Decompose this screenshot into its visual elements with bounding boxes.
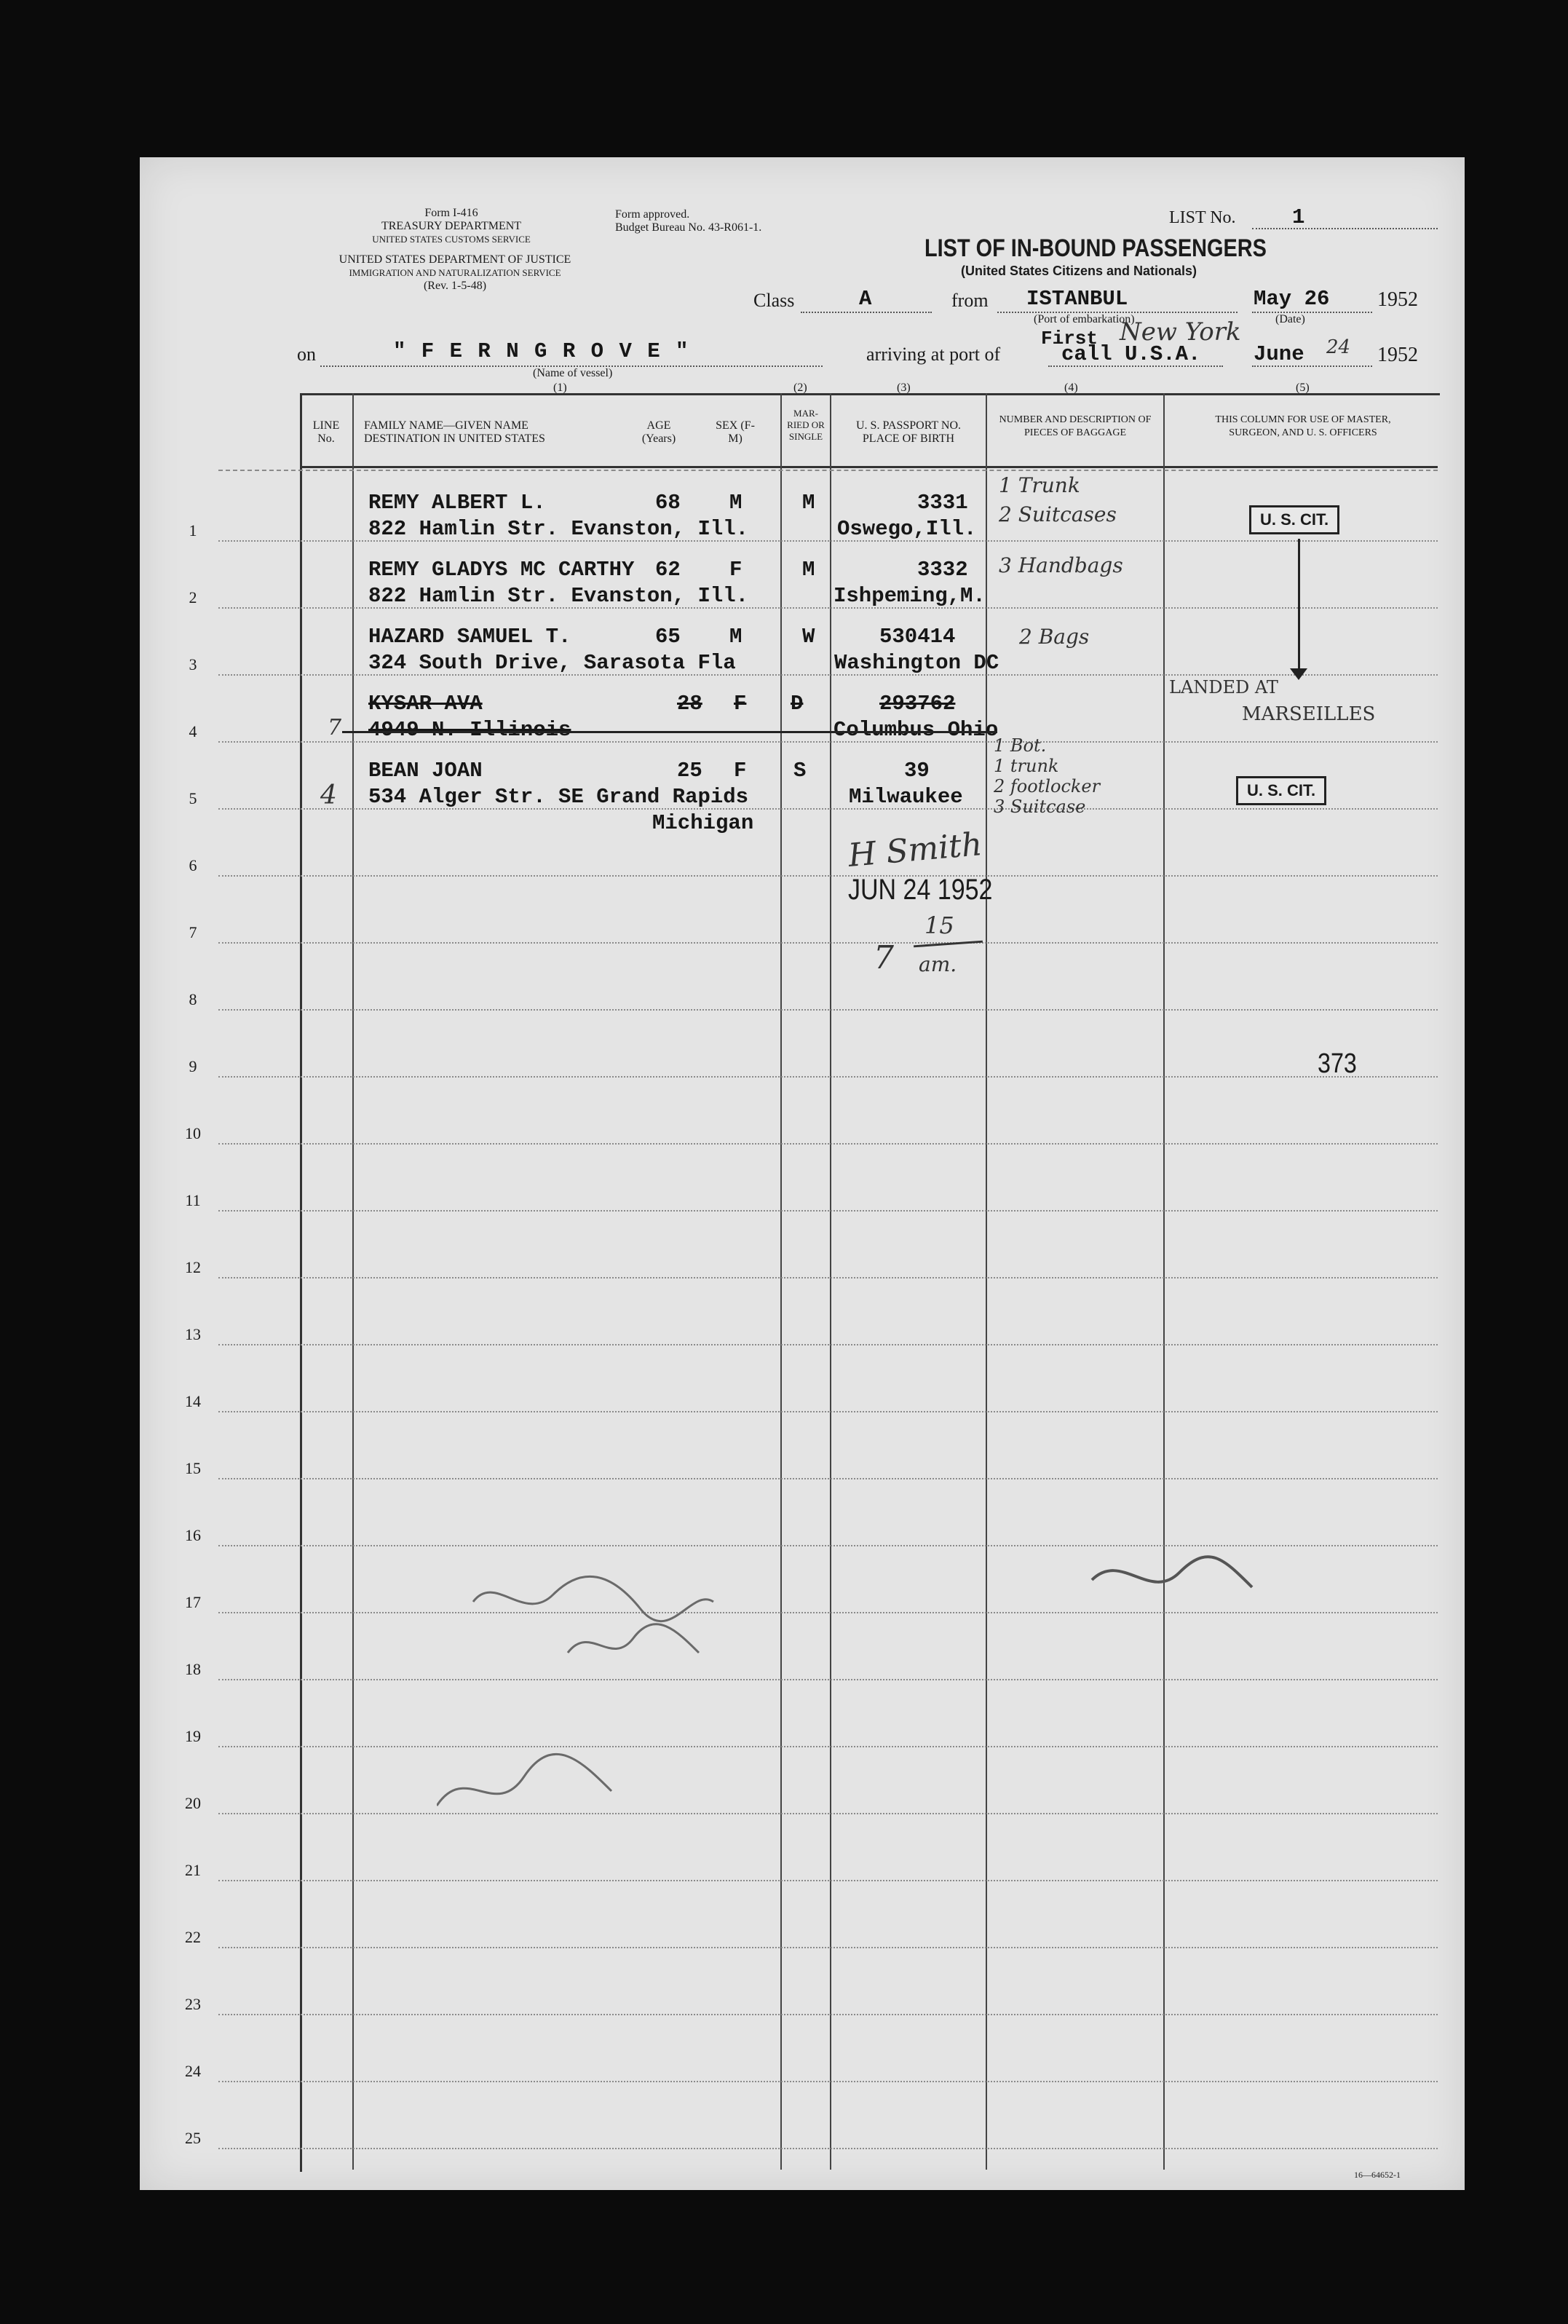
header-married: MAR-RIED OR SINGLE xyxy=(787,408,825,442)
line-number: 13 xyxy=(185,1325,201,1343)
header-line-no: LINE No. xyxy=(312,419,340,445)
header-officers: THIS COLUMN FOR USE OF MASTER, SURGEON, AND U. S. OFFICERS xyxy=(1215,414,1391,438)
line-number: 3 xyxy=(189,655,197,673)
passenger-address: 4949 N. Illinois xyxy=(368,718,571,742)
connector-line xyxy=(1298,539,1300,673)
justice-dept: UNITED STATES DEPARTMENT OF JUSTICE xyxy=(338,253,571,266)
vessel-name: " F E R N G R O V E " xyxy=(393,339,690,363)
revision-date: (Rev. 1-5-48) xyxy=(423,280,487,292)
class-value: A xyxy=(859,287,872,311)
strike-line xyxy=(342,731,997,733)
row-rule xyxy=(218,470,1438,471)
row-rule xyxy=(218,942,1438,944)
line-number: 2 xyxy=(189,588,197,606)
first-label: First xyxy=(1041,328,1098,349)
arriving-label: arriving at port of xyxy=(866,344,1001,365)
passenger-sex: M xyxy=(729,625,743,649)
on-label: on xyxy=(297,344,316,365)
passenger-birthplace: Ishpeming,M. xyxy=(834,584,986,608)
row-rule xyxy=(218,1411,1438,1412)
time-ampm: am. xyxy=(919,952,957,976)
line-number: 9 xyxy=(189,1057,197,1075)
port-caption: (Port of embarkation) xyxy=(1034,313,1135,325)
class-line xyxy=(801,312,932,313)
page-count: 373 xyxy=(1318,1048,1357,1079)
passenger-baggage: 3 Suitcase xyxy=(994,797,1086,817)
passenger-age: 68 xyxy=(655,491,681,515)
bleed-through-scribble xyxy=(568,1624,699,1653)
landed-at-note: LANDED AT xyxy=(1169,677,1278,697)
footer-code: 16—64652-1 xyxy=(1354,2170,1401,2180)
line-number: 22 xyxy=(185,1928,201,1946)
passenger-age: 28 xyxy=(677,692,702,716)
passenger-passport: 3331 xyxy=(917,491,968,515)
passenger-age: 65 xyxy=(655,625,681,649)
treasury-dept: TREASURY DEPARTMENT xyxy=(381,220,522,232)
renumbered-line: 4 xyxy=(320,780,337,810)
row-rule xyxy=(218,1143,1438,1145)
line-number: 20 xyxy=(185,1794,201,1812)
col-divider xyxy=(352,393,354,2170)
row-rule xyxy=(218,1880,1438,1881)
line-number: 10 xyxy=(185,1124,201,1142)
customs-service: UNITED STATES CUSTOMS SERVICE xyxy=(372,234,531,245)
passenger-baggage: 1 Trunk xyxy=(999,473,1080,497)
passenger-name: BEAN JOAN xyxy=(368,759,483,783)
passenger-married: M xyxy=(802,491,815,515)
form-number: Form I-416 xyxy=(424,207,478,219)
line-number: 11 xyxy=(185,1191,201,1209)
us-citizen-stamp: U. S. CIT. xyxy=(1236,776,1326,805)
time-hour: 7 xyxy=(874,939,894,976)
passenger-name: REMY ALBERT L. xyxy=(368,491,546,515)
header-destination: DESTINATION IN UNITED STATES xyxy=(364,432,545,445)
line-number: 7 xyxy=(189,923,197,941)
passenger-passport: 293762 xyxy=(879,692,956,716)
passenger-sex: F xyxy=(734,692,747,716)
line-number: 4 xyxy=(189,722,197,740)
passenger-married: M xyxy=(802,558,815,582)
line-number: 25 xyxy=(185,2129,201,2147)
passenger-baggage: 1 trunk xyxy=(994,756,1059,776)
row-rule xyxy=(218,1210,1438,1212)
arrival-month: June xyxy=(1254,342,1304,366)
col-num-3: (3) xyxy=(897,382,911,394)
bleed-through-scribble xyxy=(437,1754,611,1806)
passenger-age: 62 xyxy=(655,558,681,582)
passenger-baggage: 3 Handbags xyxy=(999,553,1123,577)
bleed-through-scribble xyxy=(1092,1557,1252,1587)
passenger-sex: F xyxy=(729,558,743,582)
row-rule xyxy=(218,1478,1438,1479)
passenger-birthplace: Columbus Ohio xyxy=(834,718,999,742)
passenger-address: 822 Hamlin Str. Evanston, Ill. xyxy=(368,584,749,608)
line-number: 19 xyxy=(185,1727,201,1745)
row-rule xyxy=(218,1076,1438,1078)
line-number: 24 xyxy=(185,2062,201,2080)
inspector-signature: H Smith xyxy=(847,826,984,874)
passenger-address: 534 Alger Str. SE Grand Rapids xyxy=(368,785,749,809)
passenger-address-line2: Michigan xyxy=(652,811,754,835)
row-rule xyxy=(218,1344,1438,1345)
passenger-name: KYSAR AVA xyxy=(368,692,483,716)
budget-bureau: Budget Bureau No. 43-R061-1. xyxy=(615,221,762,234)
passenger-baggage: 2 Suitcases xyxy=(999,502,1117,526)
row-rule xyxy=(218,1009,1438,1011)
passenger-baggage: 1 Bot. xyxy=(994,735,1047,756)
col-divider xyxy=(830,393,831,2170)
row-rule xyxy=(218,2148,1438,2149)
passenger-sex: M xyxy=(729,491,743,515)
list-label: LIST No. xyxy=(1169,208,1236,227)
form-title: LIST OF IN-BOUND PASSENGERS xyxy=(924,234,1267,262)
ins-service: IMMIGRATION AND NATURALIZATION SERVICE xyxy=(349,267,561,278)
passenger-birthplace: Washington DC xyxy=(834,651,999,675)
line-number: 21 xyxy=(185,1861,201,1879)
passenger-passport: 3332 xyxy=(917,558,968,582)
us-citizen-stamp: U. S. CIT. xyxy=(1249,505,1339,534)
cancelled-line-number: 7 xyxy=(328,715,342,740)
line-number: 5 xyxy=(189,789,197,807)
row-rule xyxy=(218,875,1438,877)
line-number: 1 xyxy=(189,521,197,540)
arrival-day: 24 xyxy=(1326,336,1351,358)
header-sex: SEX (F-M) xyxy=(716,419,755,445)
arrival-port-line xyxy=(1048,365,1223,367)
form-subtitle: (United States Citizens and Nationals) xyxy=(961,264,1197,278)
arrival-date-line xyxy=(1252,365,1372,367)
line-number: 18 xyxy=(185,1660,201,1678)
form-approved: Form approved. xyxy=(615,208,690,221)
passenger-baggage: 2 Bags xyxy=(1019,625,1090,649)
passenger-address: 324 South Drive, Sarasota Fla xyxy=(368,651,736,675)
passenger-passport: 530414 xyxy=(879,625,956,649)
date-stamp: JUN 24 1952 xyxy=(848,874,993,906)
passenger-baggage: 2 footlocker xyxy=(994,776,1101,797)
col-divider xyxy=(780,393,782,2170)
col-divider xyxy=(1163,393,1165,2170)
passenger-sex: F xyxy=(734,759,747,783)
header-baggage: NUMBER AND DESCRIPTION OF PIECES OF BAGGAGE xyxy=(999,414,1152,438)
col-num-5: (5) xyxy=(1296,382,1310,394)
line-number: 23 xyxy=(185,1995,201,2013)
passenger-birthplace: Oswego,Ill. xyxy=(837,517,977,541)
marseilles-note: MARSEILLES xyxy=(1242,703,1376,725)
line-number: 12 xyxy=(185,1258,201,1276)
passenger-married: W xyxy=(802,625,815,649)
bleed-through-scribble xyxy=(473,1576,713,1621)
connector-arrow xyxy=(1290,668,1307,680)
row-rule xyxy=(218,1277,1438,1278)
passenger-passport: 39 xyxy=(904,759,930,783)
list-number-line xyxy=(1252,228,1438,229)
line-number: 15 xyxy=(185,1459,201,1477)
time-minutes: 15 xyxy=(924,912,954,939)
passenger-name: REMY GLADYS MC CARTHY xyxy=(368,558,635,582)
row-rule xyxy=(218,2081,1438,2082)
passenger-age: 25 xyxy=(677,759,702,783)
date-caption: (Date) xyxy=(1275,313,1305,325)
line-number: 14 xyxy=(185,1392,201,1410)
departure-date: May 26 xyxy=(1254,287,1330,311)
date-line xyxy=(1252,312,1372,313)
col-num-1: (1) xyxy=(553,382,567,394)
arrival-port: call U.S.A. xyxy=(1061,342,1201,366)
header-name: FAMILY NAME—GIVEN NAME xyxy=(364,419,528,432)
line-number: 17 xyxy=(185,1593,201,1611)
header-bottom-border xyxy=(300,466,1438,468)
passenger-birthplace: Milwaukee xyxy=(849,785,963,809)
line-number: 16 xyxy=(185,1526,201,1544)
departure-year: 1952 xyxy=(1377,288,1418,311)
line-number: 8 xyxy=(189,990,197,1008)
handwritten-port: New York xyxy=(1120,317,1241,347)
vessel-caption: (Name of vessel) xyxy=(533,367,613,379)
passenger-address: 822 Hamlin Str. Evanston, Ill. xyxy=(368,517,749,541)
header-age: AGE (Years) xyxy=(641,419,676,445)
line-number: 6 xyxy=(189,856,197,874)
list-number: 1 xyxy=(1292,205,1305,229)
port-of-embarkation: ISTANBUL xyxy=(1026,287,1128,311)
from-label: from xyxy=(951,290,989,311)
class-label: Class xyxy=(753,290,795,311)
passenger-name: HAZARD SAMUEL T. xyxy=(368,625,571,649)
arrival-year: 1952 xyxy=(1377,344,1418,366)
bleed-through-signatures xyxy=(437,1544,1310,1849)
row-rule xyxy=(218,1947,1438,1948)
header-passport: U. S. PASSPORT NO. PLACE OF BIRTH xyxy=(856,419,961,445)
col-num-4: (4) xyxy=(1064,382,1078,394)
col-num-2: (2) xyxy=(793,382,807,394)
row-rule xyxy=(218,2014,1438,2015)
passenger-married: D xyxy=(791,692,804,716)
passenger-married: S xyxy=(793,759,807,783)
